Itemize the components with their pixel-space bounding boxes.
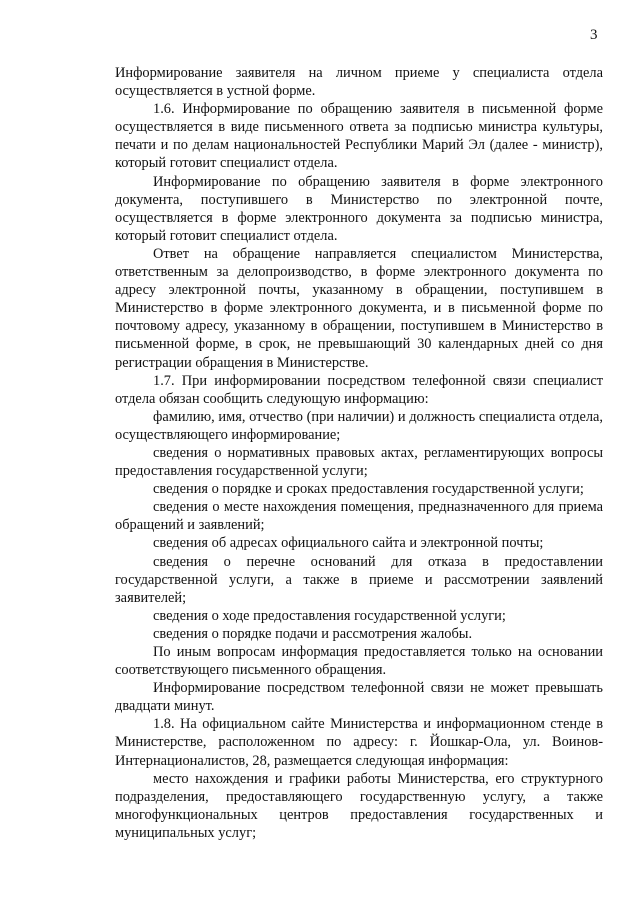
paragraph: 1.7. При информировании посредством телефонной связи специалист отдела обязан сообщить следующую информацию: xyxy=(115,372,603,407)
paragraph: Ответ на обращение направляется специалистом Министерства, ответственным за делопроизводство, в форме электронного документа по адресу электронной почты, указанному в обращении, поступившем в Министерство в форме электронного документа, и в письменной форме по почтовому адресу, указанному в обращении, поступившем в Министерство в письменной форме, в срок, не превышающий 30 календарных дней со дня регистрации обращения в Министерстве. xyxy=(115,245,603,371)
paragraph: сведения о нормативных правовых актах, регламентирующих вопросы предоставления государственной услуги; xyxy=(115,444,603,480)
paragraph: Информирование заявителя на личном приеме у специалиста отдела осуществляется в устной форме. xyxy=(115,65,603,100)
paragraph: сведения о порядке подачи и рассмотрения жалобы. xyxy=(153,625,473,642)
paragraph: 1.6. Информирование по обращению заявителя в письменной форме осуществляется в виде письменного ответа за подписью министра культуры, печати и по делам национальностей Республики Марий Эл (далее - министр), который готовит специалист отдела. xyxy=(115,101,603,172)
page-number: 3 xyxy=(590,27,598,43)
paragraph: сведения о порядке и сроках предоставления государственной услуги; xyxy=(153,481,584,498)
paragraph: сведения об адресах официального сайта и электронной почты; xyxy=(153,535,544,552)
paragraph: Информирование посредством телефонной связи не может превышать двадцати минут. xyxy=(115,680,603,715)
paragraph: сведения о месте нахождения помещения, предназначенного для приема обращений и заявлений; xyxy=(115,499,603,534)
paragraph: сведения о перечне оснований для отказа в предоставлении государственной услуги, а также в приеме и рассмотрении заявлений заявителей; xyxy=(115,553,603,606)
document-body xyxy=(115,64,603,842)
paragraph: место нахождения и графики работы Министерства, его структурного подразделения, предоставляющего государственную услугу, а также многофункциональных центров предоставления государственных и муниципальных услуг; xyxy=(115,770,603,841)
paragraph: фамилию, имя, отчество (при наличии) и должность специалиста отдела, осуществляющего информирование; xyxy=(115,408,603,443)
paragraph: сведения о ходе предоставления государственной услуги; xyxy=(153,607,506,624)
paragraph: По иным вопросам информация предоставляется только на основании соответствующего письменного обращения. xyxy=(115,644,603,679)
paragraph: 1.8. На официальном сайте Министерства и информационном стенде в Министерстве, расположенном по адресу: г. Йошкар-Ола, ул. Воинов-Интернационалистов, 28, размещается следующая информация: xyxy=(115,716,603,769)
paragraph: Информирование по обращению заявителя в форме электронного документа, поступившего в Министерство по электронной почте, осуществляется в форме электронного документа за подписью министра, который готовит специалист отдела. xyxy=(115,173,603,244)
